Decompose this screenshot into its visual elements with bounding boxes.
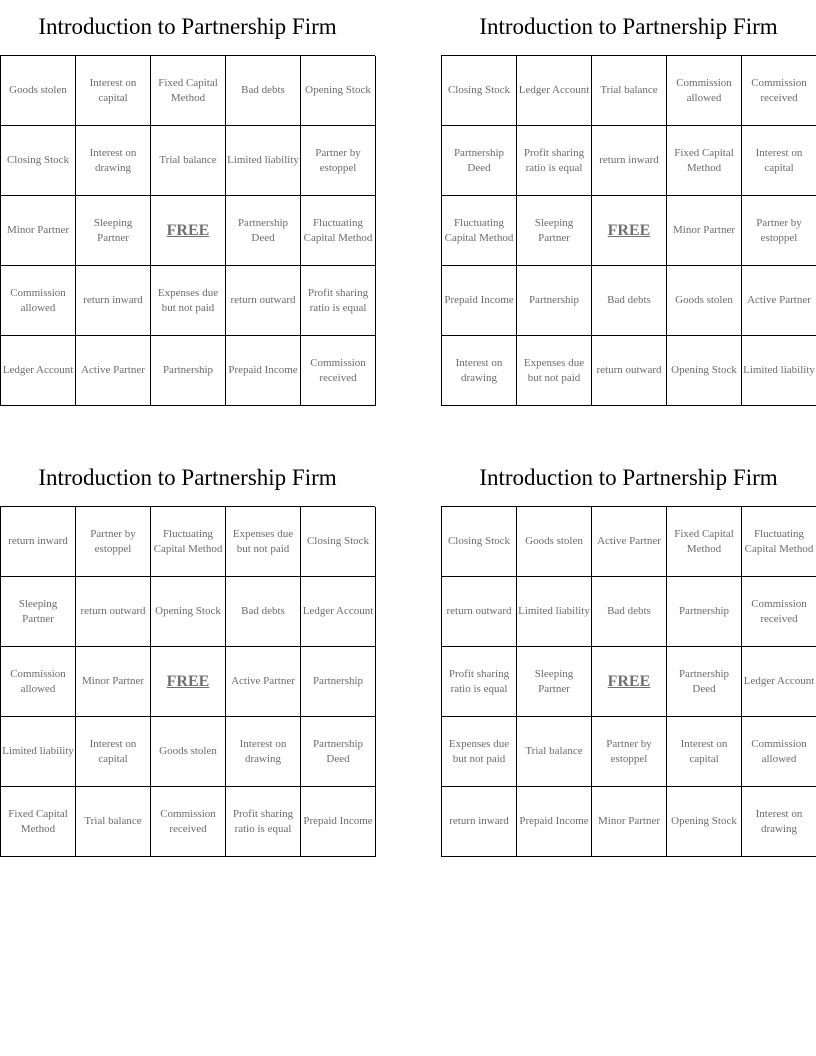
bingo-cell: Opening Stock bbox=[301, 56, 376, 126]
bingo-cell: Bad debts bbox=[592, 577, 667, 647]
bingo-cell: Fixed Capital Method bbox=[151, 56, 226, 126]
bingo-cell: Closing Stock bbox=[301, 507, 376, 577]
bingo-cell: Expenses due but not paid bbox=[226, 507, 301, 577]
bingo-cell: Partnership bbox=[517, 266, 592, 336]
bingo-cell: Profit sharing ratio is equal bbox=[301, 266, 376, 336]
bingo-cell: Fluctuating Capital Method bbox=[151, 507, 226, 577]
bingo-cell: Expenses due but not paid bbox=[151, 266, 226, 336]
bingo-grid bbox=[0, 55, 375, 406]
bingo-cell: Trial balance bbox=[76, 787, 151, 857]
bingo-cell: Partnership Deed bbox=[442, 126, 517, 196]
bingo-cell: Commission received bbox=[301, 336, 376, 406]
bingo-cell: Prepaid Income bbox=[226, 336, 301, 406]
bingo-cell: Commission allowed bbox=[1, 647, 76, 717]
bingo-cell: Ledger Account bbox=[301, 577, 376, 647]
bingo-cell: Profit sharing ratio is equal bbox=[226, 787, 301, 857]
bingo-cell: Partner by estoppel bbox=[301, 126, 376, 196]
bingo-cell: return inward bbox=[76, 266, 151, 336]
bingo-card-2 bbox=[441, 0, 816, 406]
bingo-cell: Active Partner bbox=[76, 336, 151, 406]
bingo-cell: Sleeping Partner bbox=[76, 196, 151, 266]
bingo-card-4 bbox=[441, 451, 816, 857]
free-space: FREE bbox=[151, 647, 226, 717]
bingo-cell: Interest on capital bbox=[76, 56, 151, 126]
bingo-cell: Partnership bbox=[301, 647, 376, 717]
bingo-cell: Partnership Deed bbox=[301, 717, 376, 787]
bingo-cell: Minor Partner bbox=[1, 196, 76, 266]
bingo-cell: return outward bbox=[442, 577, 517, 647]
bingo-cell: Prepaid Income bbox=[301, 787, 376, 857]
bingo-cell: Fixed Capital Method bbox=[1, 787, 76, 857]
bingo-cell: Ledger Account bbox=[517, 56, 592, 126]
free-space: FREE bbox=[592, 196, 667, 266]
bingo-cell: Minor Partner bbox=[667, 196, 742, 266]
card-title: Introduction to Partnership Firm bbox=[479, 465, 778, 490]
bingo-cell: Closing Stock bbox=[442, 507, 517, 577]
bingo-cell: Limited liability bbox=[1, 717, 76, 787]
bingo-cell: Partner by estoppel bbox=[76, 507, 151, 577]
bingo-cell: Closing Stock bbox=[442, 56, 517, 126]
bingo-cell: Opening Stock bbox=[667, 787, 742, 857]
bingo-cell: Limited liability bbox=[226, 126, 301, 196]
bingo-cell: Ledger Account bbox=[742, 647, 816, 717]
bingo-cell: Interest on drawing bbox=[742, 787, 816, 857]
bingo-cell: Commission allowed bbox=[1, 266, 76, 336]
bingo-cell: Prepaid Income bbox=[517, 787, 592, 857]
bingo-cell: Limited liability bbox=[517, 577, 592, 647]
bingo-cell: return inward bbox=[442, 787, 517, 857]
bingo-cell: return inward bbox=[1, 507, 76, 577]
bingo-cell: Opening Stock bbox=[151, 577, 226, 647]
bingo-cell: Fixed Capital Method bbox=[667, 126, 742, 196]
bingo-cell: Minor Partner bbox=[592, 787, 667, 857]
bingo-cell: Commission received bbox=[742, 577, 816, 647]
bingo-cell: Partner by estoppel bbox=[742, 196, 816, 266]
bingo-cell: return outward bbox=[76, 577, 151, 647]
bingo-cell: Interest on drawing bbox=[226, 717, 301, 787]
bingo-cell: Profit sharing ratio is equal bbox=[517, 126, 592, 196]
bingo-cell: Partnership Deed bbox=[226, 196, 301, 266]
bingo-cell: Commission allowed bbox=[742, 717, 816, 787]
bingo-cell: Expenses due but not paid bbox=[442, 717, 517, 787]
bingo-cell: Minor Partner bbox=[76, 647, 151, 717]
bingo-cell: Partnership Deed bbox=[667, 647, 742, 717]
bingo-cell: Goods stolen bbox=[517, 507, 592, 577]
bingo-cell: Trial balance bbox=[592, 56, 667, 126]
card-title: Introduction to Partnership Firm bbox=[479, 14, 778, 39]
bingo-cell: Opening Stock bbox=[667, 336, 742, 406]
bingo-grid bbox=[0, 506, 375, 857]
bingo-cell: Limited liability bbox=[742, 336, 816, 406]
bingo-cell: Fluctuating Capital Method bbox=[442, 196, 517, 266]
bingo-cell: Goods stolen bbox=[667, 266, 742, 336]
bingo-card-1 bbox=[0, 0, 375, 406]
bingo-cell: Bad debts bbox=[592, 266, 667, 336]
bingo-cell: return outward bbox=[226, 266, 301, 336]
bingo-cell: Closing Stock bbox=[1, 126, 76, 196]
bingo-cell: Interest on capital bbox=[667, 717, 742, 787]
bingo-cell: Partner by estoppel bbox=[592, 717, 667, 787]
bingo-cell: Partnership bbox=[151, 336, 226, 406]
bingo-cell: return inward bbox=[592, 126, 667, 196]
bingo-cell: Expenses due but not paid bbox=[517, 336, 592, 406]
bingo-cell: Interest on drawing bbox=[442, 336, 517, 406]
bingo-cell: Goods stolen bbox=[151, 717, 226, 787]
bingo-cell: Sleeping Partner bbox=[517, 196, 592, 266]
bingo-grid bbox=[441, 506, 816, 857]
bingo-cell: Active Partner bbox=[592, 507, 667, 577]
card-title: Introduction to Partnership Firm bbox=[38, 14, 337, 39]
bingo-cell: Profit sharing ratio is equal bbox=[442, 647, 517, 717]
card-title: Introduction to Partnership Firm bbox=[38, 465, 337, 490]
bingo-cell: Commission received bbox=[151, 787, 226, 857]
bingo-cell: Interest on capital bbox=[76, 717, 151, 787]
bingo-cell: return outward bbox=[592, 336, 667, 406]
bingo-cell: Fixed Capital Method bbox=[667, 507, 742, 577]
bingo-cell: Interest on drawing bbox=[76, 126, 151, 196]
free-space: FREE bbox=[151, 196, 226, 266]
bingo-cell: Fluctuating Capital Method bbox=[742, 507, 816, 577]
bingo-cell: Commission allowed bbox=[667, 56, 742, 126]
bingo-cell: Fluctuating Capital Method bbox=[301, 196, 376, 266]
bingo-cell: Active Partner bbox=[226, 647, 301, 717]
bingo-cell: Trial balance bbox=[151, 126, 226, 196]
bingo-card-3 bbox=[0, 451, 375, 857]
bingo-cell: Ledger Account bbox=[1, 336, 76, 406]
bingo-cell: Active Partner bbox=[742, 266, 816, 336]
bingo-grid bbox=[441, 55, 816, 406]
bingo-cell: Goods stolen bbox=[1, 56, 76, 126]
bingo-cell: Trial balance bbox=[517, 717, 592, 787]
bingo-cell: Partnership bbox=[667, 577, 742, 647]
bingo-cell: Bad debts bbox=[226, 56, 301, 126]
bingo-cell: Commission received bbox=[742, 56, 816, 126]
free-space: FREE bbox=[592, 647, 667, 717]
bingo-cell: Interest on capital bbox=[742, 126, 816, 196]
bingo-cell: Prepaid Income bbox=[442, 266, 517, 336]
bingo-cell: Sleeping Partner bbox=[517, 647, 592, 717]
bingo-cell: Bad debts bbox=[226, 577, 301, 647]
bingo-cell: Sleeping Partner bbox=[1, 577, 76, 647]
